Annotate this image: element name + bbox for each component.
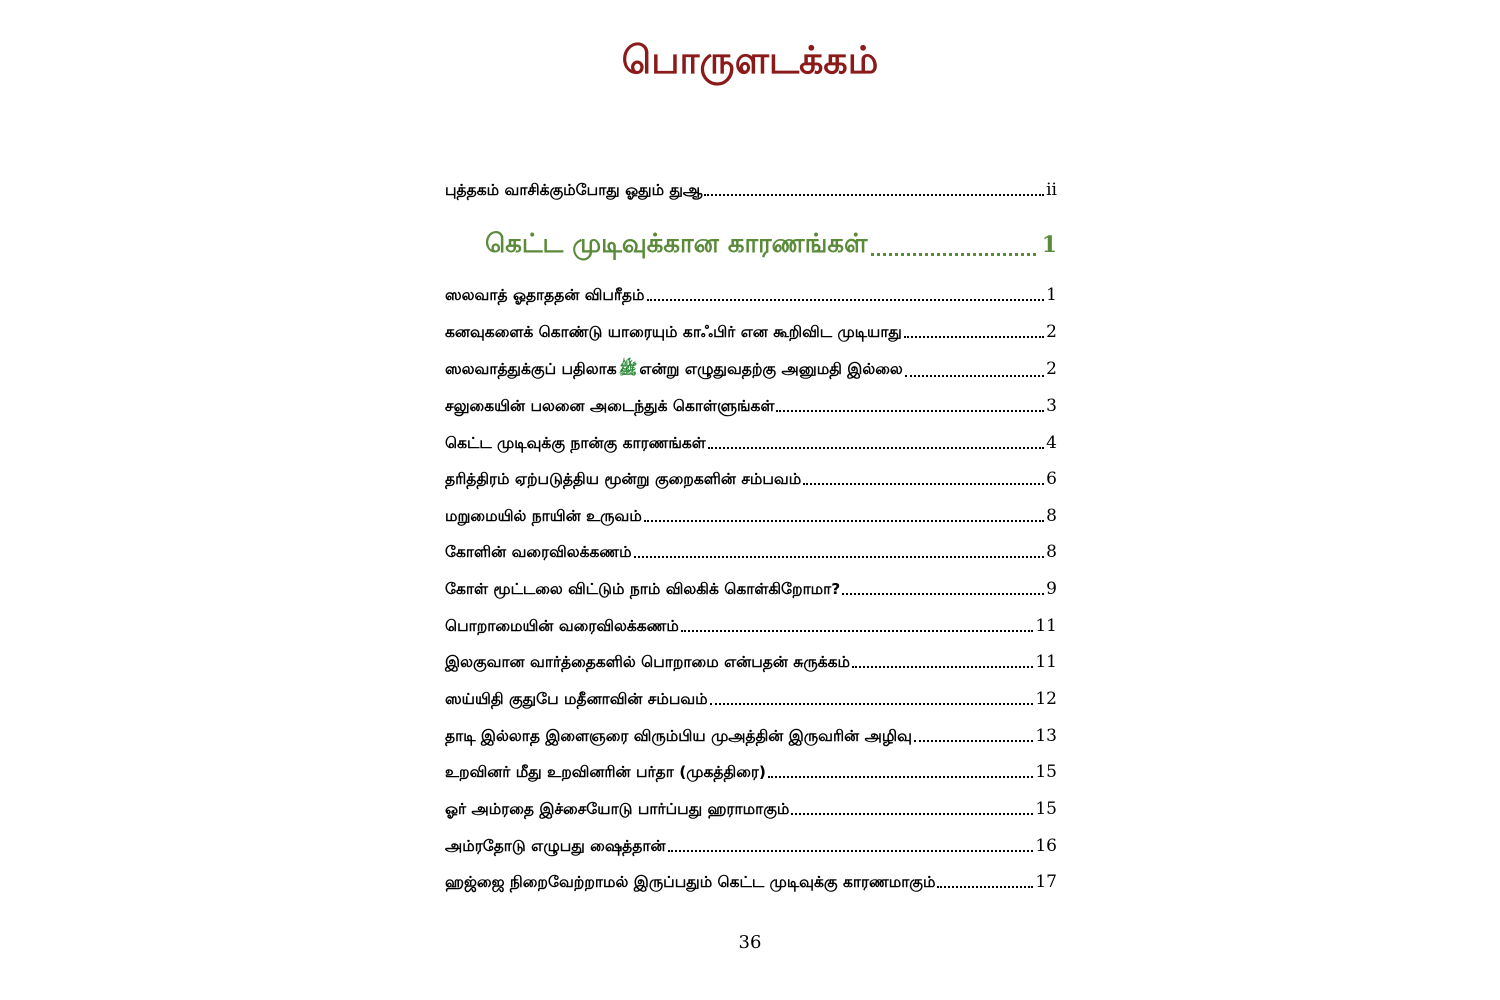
dot-leader	[681, 628, 1034, 632]
toc-entry-label: இலகுவான வார்த்தைகளில் பொறாமை என்பதன் சுருக்கம்	[445, 653, 851, 671]
toc-entry-label: சலுகையின் பலனை அடைந்துக் கொள்ளுங்கள்	[445, 397, 775, 415]
toc-entry-page: 11	[1035, 616, 1057, 636]
dot-leader	[791, 811, 1033, 815]
toc-entry[interactable]	[445, 506, 1057, 527]
toc-entry[interactable]	[445, 652, 1057, 673]
toc-entry-page: 9	[1046, 579, 1057, 599]
toc-entry[interactable]	[445, 579, 1057, 600]
dot-leader	[904, 334, 1044, 338]
page-number: 36	[738, 932, 762, 953]
toc-entry-page: 16	[1035, 836, 1057, 856]
chapter-label: கெட்ட முடிவுக்கான காரணங்கள்	[485, 229, 868, 259]
toc-entry-label: அம்ரதோடு எழுபது ஷைத்தான்	[445, 837, 666, 855]
toc-entry-page: 3	[1046, 396, 1057, 416]
toc-entry[interactable]	[445, 799, 1057, 820]
toc-entry-label: மறுமையில் நாயின் உருவம்	[445, 507, 642, 525]
toc-entry-page: 8	[1046, 506, 1057, 526]
toc-entry-page: 2	[1046, 322, 1057, 342]
chapter-page: 1	[1041, 232, 1057, 258]
toc-entry-label: ஸலவாத் ஓதாததன் விபரீதம்	[445, 286, 645, 304]
toc-entry-label: ஸய்யிதி குதுபே மதீனாவின் சம்பவம்	[445, 690, 708, 708]
toc-entry[interactable]	[445, 762, 1057, 783]
toc-entry-page: 15	[1035, 762, 1057, 782]
toc-entry-label: கோளின் வரைவிலக்கணம்	[445, 543, 632, 561]
dot-leader	[905, 373, 1044, 377]
dot-leader	[710, 701, 1034, 705]
dot-leader	[644, 518, 1044, 522]
dot-leader	[842, 591, 1044, 595]
toc-entry-page: 4	[1046, 433, 1057, 453]
toc-entry-label: ஹஜ்ஜை நிறைவேற்றாமல் இருப்பதும் கெட்ட முடிவுக்கு காரணமாகும்	[445, 873, 936, 891]
toc-entry[interactable]	[445, 616, 1057, 637]
toc-entry[interactable]	[445, 689, 1057, 710]
toc-entry-label: புத்தகம் வாசிக்கும்போது ஓதும் துஆ	[445, 181, 703, 199]
toc-entry-page: 6	[1046, 469, 1057, 489]
toc-entry[interactable]	[445, 872, 1057, 893]
toc-entry-label: கோள் மூட்டலை விட்டும் நாம் விலகிக் கொள்கிறோமா?	[445, 580, 841, 598]
dot-leader	[768, 774, 1033, 778]
toc-entry-page: 8	[1046, 542, 1057, 562]
dot-leader	[634, 554, 1045, 558]
page-title: பொருளடக்கம்	[621, 38, 879, 82]
toc-entry-intro[interactable]	[445, 180, 1057, 201]
toc-entry-label-after: என்று எழுதுவதற்கு அனுமதி இல்லை	[639, 360, 903, 378]
salawat-mark: ﷺ	[618, 360, 638, 378]
dot-leader	[647, 297, 1045, 301]
toc-entry-page: 13	[1035, 726, 1057, 746]
toc-entry-page: 11	[1035, 652, 1057, 672]
toc-entry-label: உறவினர் மீது உறவினரின் பர்தா (முகத்திரை)	[445, 763, 766, 781]
dot-leader	[937, 884, 1033, 888]
toc-entry[interactable]	[445, 433, 1057, 454]
toc-entry-label: பொறாமையின் வரைவிலக்கணம்	[445, 617, 679, 635]
dot-leader	[803, 481, 1044, 485]
toc-entry-label: தாடி இல்லாத இளைஞரை விரும்பிய முஅத்தின் இருவரின் அழிவு	[445, 727, 912, 745]
toc-entry[interactable]	[445, 469, 1057, 490]
toc-entry-page: 12	[1035, 689, 1057, 709]
toc-entry[interactable]	[445, 285, 1057, 306]
toc-entry[interactable]	[445, 542, 1057, 563]
toc-entry-label: தரித்திரம் ஏற்படுத்திய மூன்று குறைகளின் சம்பவம்	[445, 470, 802, 488]
toc-entry-page: 17	[1035, 872, 1057, 892]
dot-leader	[668, 848, 1034, 852]
toc-entry-page: 1	[1046, 285, 1057, 305]
toc-entry[interactable]	[445, 396, 1057, 417]
toc-entry-label: கெட்ட முடிவுக்கு நான்கு காரணங்கள்	[445, 434, 706, 452]
toc-entry-page: 2	[1046, 359, 1057, 379]
chapter-heading[interactable]	[485, 229, 1057, 262]
toc-entry-label: ஸலவாத்துக்குப் பதிலாக	[445, 360, 617, 378]
toc-entry-label: ஓர் அம்ரதை இச்சையோடு பார்ப்பது ஹராமாகும்	[445, 800, 790, 818]
dot-leader	[852, 664, 1033, 668]
dot-leader	[914, 738, 1033, 742]
dot-leader	[776, 408, 1044, 412]
toc-entry[interactable]	[445, 836, 1057, 857]
toc-entry[interactable]	[445, 726, 1057, 747]
toc-entry-page: 15	[1035, 799, 1057, 819]
toc-entry-label: கனவுகளைக் கொண்டு யாரையும் காஃபிர் என கூறிவிட முடியாது	[445, 323, 902, 341]
toc-entry[interactable]	[445, 322, 1057, 343]
dot-leader	[708, 445, 1044, 449]
toc-entry-page: ii	[1046, 180, 1057, 200]
dot-leader	[704, 192, 1044, 196]
dot-leader	[871, 253, 1035, 256]
toc-entry[interactable]	[445, 359, 1057, 382]
